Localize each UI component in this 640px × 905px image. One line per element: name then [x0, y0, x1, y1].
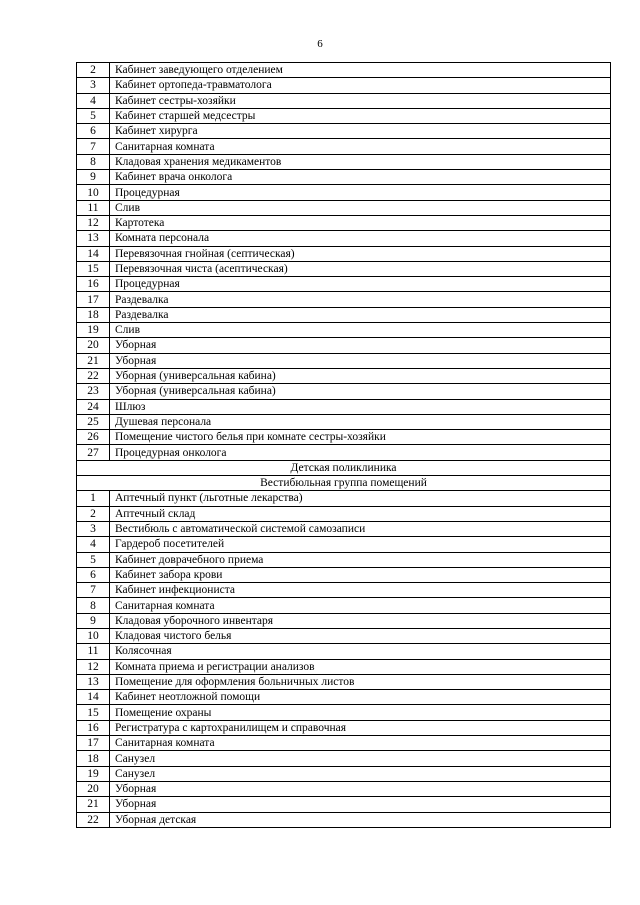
table-row — [77, 93, 611, 108]
room-name: Процедурная — [110, 277, 611, 292]
row-number: 8 — [77, 598, 110, 613]
room-name: Кладовая хранения медикаментов — [110, 154, 611, 169]
table-row — [77, 751, 611, 766]
room-name: Уборная (универсальная кабина) — [110, 368, 611, 383]
room-name: Уборная — [110, 353, 611, 368]
room-name: Помещение охраны — [110, 705, 611, 720]
rooms-table — [76, 62, 611, 828]
room-name: Санитарная комната — [110, 598, 611, 613]
room-name: Кабинет ортопеда-травматолога — [110, 78, 611, 93]
room-name: Аптечный пункт (льготные лекарства) — [110, 491, 611, 506]
room-name: Санитарная комната — [110, 139, 611, 154]
table-row — [77, 690, 611, 705]
room-name: Процедурная — [110, 185, 611, 200]
room-name: Кабинет врача онколога — [110, 170, 611, 185]
table-row — [77, 598, 611, 613]
table-row — [77, 613, 611, 628]
row-number: 16 — [77, 720, 110, 735]
table-row — [77, 231, 611, 246]
room-name: Колясочная — [110, 644, 611, 659]
table-row — [77, 292, 611, 307]
row-number: 19 — [77, 766, 110, 781]
table-row — [77, 185, 611, 200]
table-row — [77, 674, 611, 689]
room-name: Шлюз — [110, 399, 611, 414]
row-number: 18 — [77, 751, 110, 766]
table-row — [77, 812, 611, 827]
row-number: 20 — [77, 338, 110, 353]
room-name: Аптечный склад — [110, 506, 611, 521]
row-number: 12 — [77, 659, 110, 674]
row-number: 21 — [77, 797, 110, 812]
table-row — [77, 628, 611, 643]
room-name: Душевая персонала — [110, 414, 611, 429]
room-name: Уборная — [110, 797, 611, 812]
table-row — [77, 430, 611, 445]
room-name: Кабинет доврачебного приема — [110, 552, 611, 567]
rooms-table-body — [77, 63, 611, 828]
row-number: 3 — [77, 78, 110, 93]
row-number: 8 — [77, 154, 110, 169]
room-name: Раздевалка — [110, 292, 611, 307]
row-number: 16 — [77, 277, 110, 292]
table-row — [77, 154, 611, 169]
room-name: Уборная — [110, 781, 611, 796]
table-row — [77, 781, 611, 796]
room-name: Кабинет инфекциониста — [110, 583, 611, 598]
room-name: Санузел — [110, 766, 611, 781]
room-name: Слив — [110, 323, 611, 338]
row-number: 18 — [77, 307, 110, 322]
room-name: Перевязочная гнойная (септическая) — [110, 246, 611, 261]
row-number: 10 — [77, 185, 110, 200]
row-number: 5 — [77, 552, 110, 567]
table-row — [77, 736, 611, 751]
table-row — [77, 659, 611, 674]
room-name: Кабинет сестры-хозяйки — [110, 93, 611, 108]
table-row — [77, 567, 611, 582]
subsection-header-row — [77, 476, 611, 491]
room-name: Кабинет заведующего отделением — [110, 63, 611, 78]
table-row — [77, 720, 611, 735]
table-row — [77, 246, 611, 261]
row-number: 9 — [77, 613, 110, 628]
room-name: Уборная (универсальная кабина) — [110, 384, 611, 399]
table-row — [77, 261, 611, 276]
row-number: 11 — [77, 200, 110, 215]
subsection-title: Вестибюльная группа помещений — [77, 476, 611, 491]
row-number: 15 — [77, 705, 110, 720]
table-row — [77, 583, 611, 598]
table-row — [77, 124, 611, 139]
table-row — [77, 78, 611, 93]
room-name: Уборная детская — [110, 812, 611, 827]
table-row — [77, 644, 611, 659]
row-number: 6 — [77, 567, 110, 582]
row-number: 4 — [77, 93, 110, 108]
room-name: Санузел — [110, 751, 611, 766]
row-number: 12 — [77, 215, 110, 230]
room-name: Кабинет забора крови — [110, 567, 611, 582]
room-name: Перевязочная чиста (асептическая) — [110, 261, 611, 276]
table-row — [77, 552, 611, 567]
room-name: Вестибюль с автоматической системой самозаписи — [110, 521, 611, 536]
table-row — [77, 399, 611, 414]
room-name: Раздевалка — [110, 307, 611, 322]
table-row — [77, 537, 611, 552]
room-name: Кабинет неотложной помощи — [110, 690, 611, 705]
table-row — [77, 108, 611, 123]
row-number: 7 — [77, 583, 110, 598]
row-number: 26 — [77, 430, 110, 445]
table-row — [77, 491, 611, 506]
row-number: 10 — [77, 628, 110, 643]
room-name: Комната персонала — [110, 231, 611, 246]
row-number: 23 — [77, 384, 110, 399]
table-row — [77, 307, 611, 322]
table-row — [77, 338, 611, 353]
row-number: 15 — [77, 261, 110, 276]
table-row — [77, 277, 611, 292]
table-row — [77, 414, 611, 429]
table-row — [77, 506, 611, 521]
row-number: 17 — [77, 292, 110, 307]
row-number: 4 — [77, 537, 110, 552]
row-number: 22 — [77, 812, 110, 827]
table-row — [77, 139, 611, 154]
row-number: 24 — [77, 399, 110, 414]
row-number: 27 — [77, 445, 110, 460]
row-number: 21 — [77, 353, 110, 368]
row-number: 13 — [77, 231, 110, 246]
row-number: 14 — [77, 246, 110, 261]
room-name: Санитарная комната — [110, 736, 611, 751]
row-number: 3 — [77, 521, 110, 536]
row-number: 1 — [77, 491, 110, 506]
row-number: 6 — [77, 124, 110, 139]
table-row — [77, 445, 611, 460]
room-name: Комната приема и регистрации анализов — [110, 659, 611, 674]
table-row — [77, 170, 611, 185]
room-name: Картотека — [110, 215, 611, 230]
row-number: 7 — [77, 139, 110, 154]
table-row — [77, 521, 611, 536]
room-name: Кладовая уборочного инвентаря — [110, 613, 611, 628]
row-number: 9 — [77, 170, 110, 185]
row-number: 2 — [77, 63, 110, 78]
room-name: Кладовая чистого белья — [110, 628, 611, 643]
room-name: Уборная — [110, 338, 611, 353]
room-name: Помещение для оформления больничных листов — [110, 674, 611, 689]
page-number: 6 — [317, 38, 323, 50]
section-title: Детская поликлиника — [77, 460, 611, 475]
table-row — [77, 797, 611, 812]
table-row — [77, 353, 611, 368]
table-row — [77, 63, 611, 78]
row-number: 13 — [77, 674, 110, 689]
room-name: Гардероб посетителей — [110, 537, 611, 552]
row-number: 20 — [77, 781, 110, 796]
room-name: Регистратура с картохранилищем и справочная — [110, 720, 611, 735]
room-name: Процедурная онколога — [110, 445, 611, 460]
table-row — [77, 323, 611, 338]
table-row — [77, 705, 611, 720]
row-number: 19 — [77, 323, 110, 338]
room-name: Кабинет хирурга — [110, 124, 611, 139]
table-row — [77, 200, 611, 215]
table-row — [77, 384, 611, 399]
row-number: 14 — [77, 690, 110, 705]
row-number: 22 — [77, 368, 110, 383]
table-row — [77, 368, 611, 383]
room-name: Слив — [110, 200, 611, 215]
table-row — [77, 215, 611, 230]
row-number: 17 — [77, 736, 110, 751]
section-header-row — [77, 460, 611, 475]
room-name: Помещение чистого белья при комнате сестры-хозяйки — [110, 430, 611, 445]
row-number: 5 — [77, 108, 110, 123]
row-number: 11 — [77, 644, 110, 659]
room-name: Кабинет старшей медсестры — [110, 108, 611, 123]
row-number: 25 — [77, 414, 110, 429]
row-number: 2 — [77, 506, 110, 521]
table-row — [77, 766, 611, 781]
